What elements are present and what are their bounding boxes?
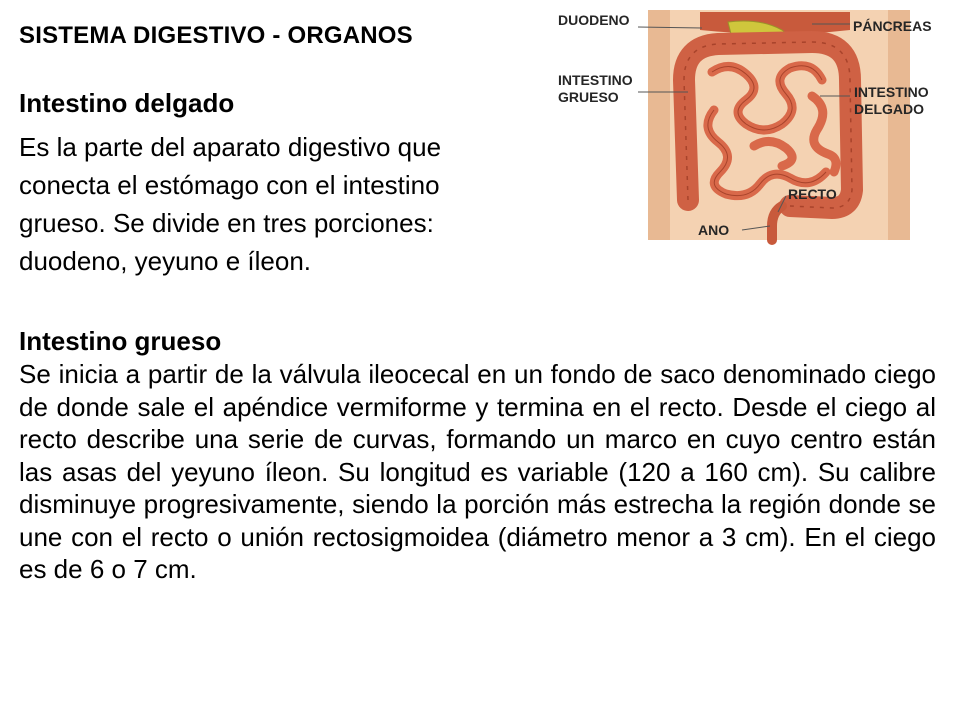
label-pancreas: PÁNCREAS	[853, 18, 932, 34]
large-intestine-description: Se inicia a partir de la válvula ileocecal en un fondo de saco denominado ciego de donde sale el apéndice vermiforme y termina en el recto. Desde el ciego al recto describe una serie de curvas, formando un marco en cuyo centro están las asas del yeyuno íleon. Su longitud es variable (120 a 160 cm). Su calibre disminuye progresivamente, siendo la porción más estrecha la región donde se une con el recto o unión rectosigmoidea (diámetro menor a 3 cm). En el ciego es de 6 o 7 cm.	[19, 359, 936, 584]
small-intestine-heading: Intestino delgado	[19, 88, 235, 118]
large-intestine-heading: Intestino grueso	[19, 326, 222, 356]
small-intestine-line-1: Es la parte del aparato digestivo que	[19, 132, 442, 162]
small-intestine-line-3: grueso. Se divide en tres porciones:	[19, 208, 434, 238]
label-duodeno: DUODENO	[558, 12, 630, 28]
label-recto: RECTO	[788, 186, 837, 202]
label-ano: ANO	[698, 222, 730, 238]
small-intestine-line-4: duodeno, yeyuno e íleon.	[19, 246, 312, 276]
page-title: SISTEMA DIGESTIVO - ORGANOS	[19, 22, 413, 49]
label-intestino-grueso: INTESTINO GRUESO	[558, 72, 633, 105]
small-intestine-line-2: conecta el estómago con el intestino	[19, 170, 440, 200]
small-intestine-description	[19, 128, 559, 280]
intestine-illustration	[550, 0, 960, 248]
label-intestino-delgado: INTESTINO DELGADO	[854, 84, 929, 117]
intestine-diagram	[550, 0, 960, 248]
